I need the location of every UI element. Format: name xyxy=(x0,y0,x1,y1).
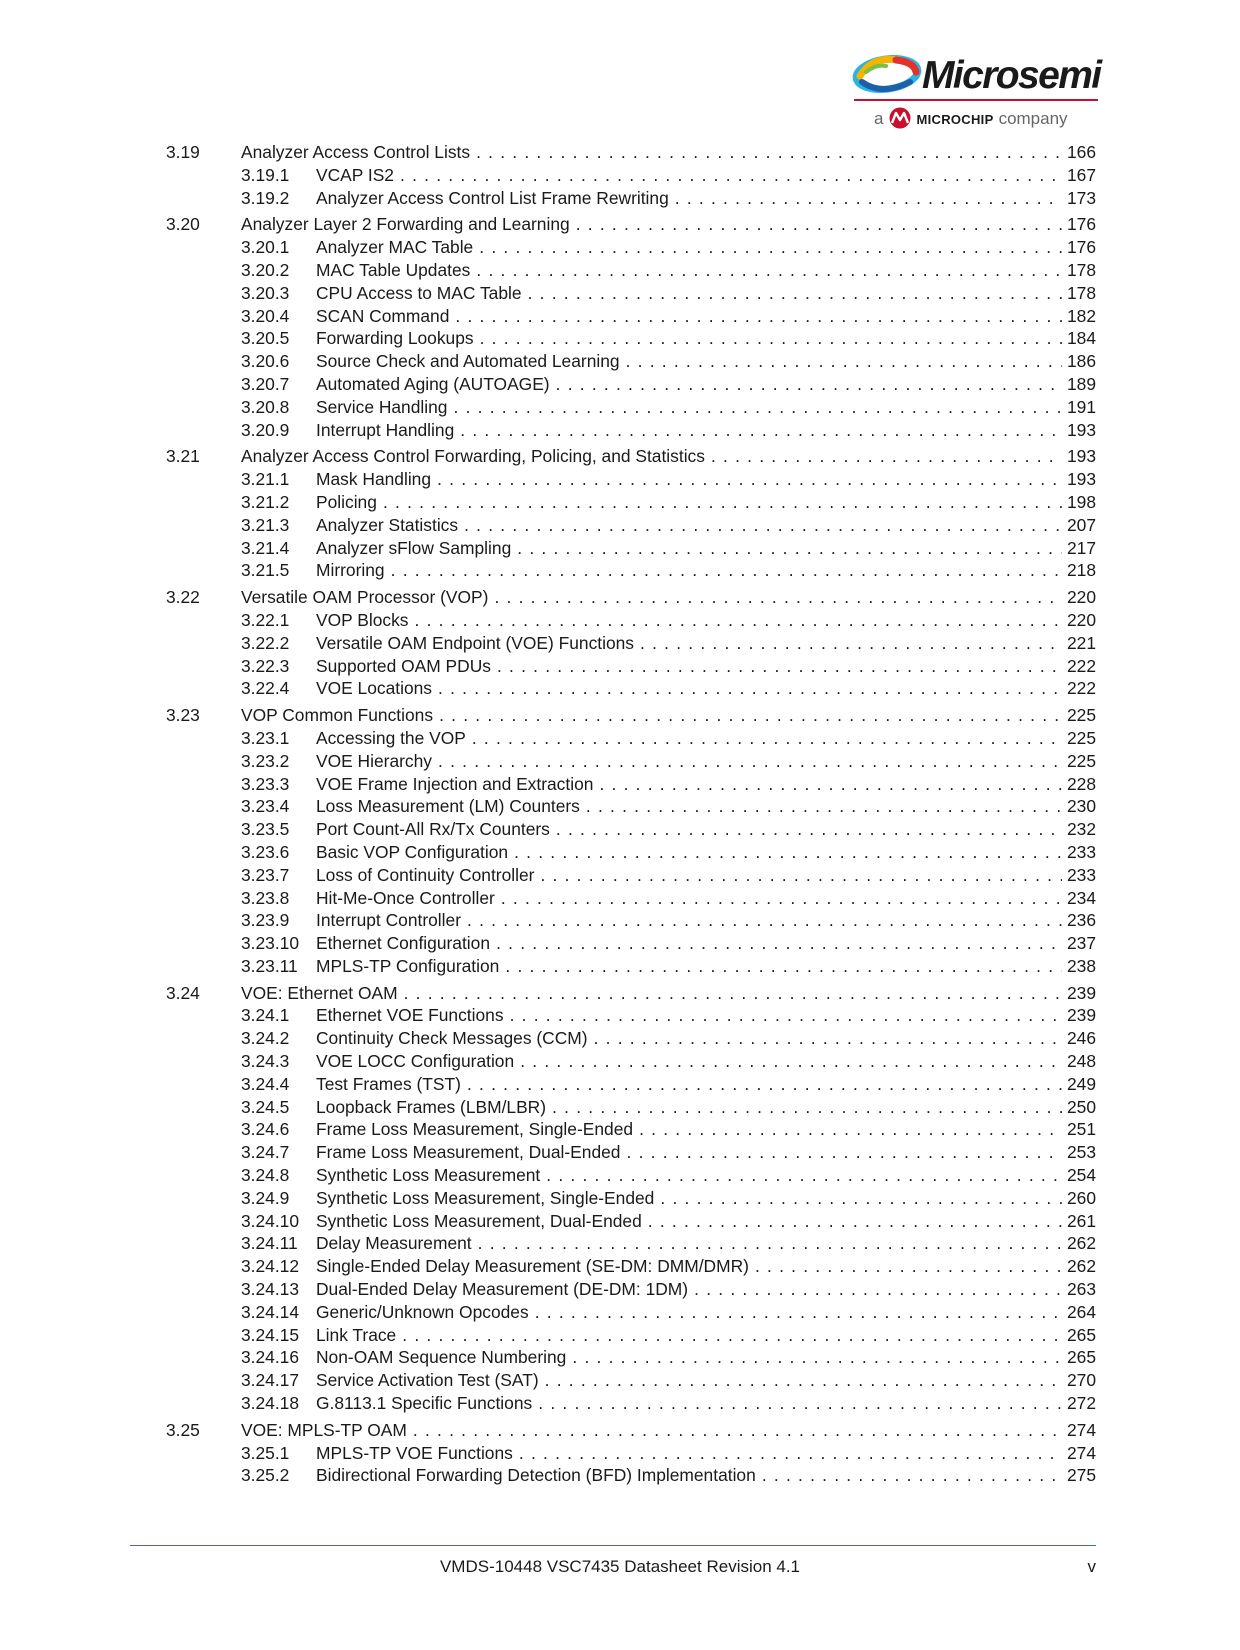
entry-number: 3.21.4 xyxy=(241,537,290,558)
entry-page-number: 220 xyxy=(1062,586,1096,609)
entry-page-number: 254 xyxy=(1062,1164,1096,1187)
toc-subentry[interactable] xyxy=(166,419,1096,442)
entry-title: Delay Measurement . . . xyxy=(316,1232,1096,1255)
entry-page-number: 198 xyxy=(1062,491,1096,514)
entry-number: 3.20.6 xyxy=(241,351,290,372)
toc-subentry[interactable] xyxy=(166,1118,1096,1141)
toc-subentry[interactable] xyxy=(166,164,1096,187)
entry-number: 3.21.1 xyxy=(241,469,290,490)
toc-section xyxy=(166,141,1096,209)
entry-page-number: 193 xyxy=(1062,468,1096,491)
toc-subentry[interactable] xyxy=(166,1187,1096,1210)
entry-page-number: 274 xyxy=(1062,1419,1096,1442)
microchip-tagline xyxy=(874,107,1068,129)
entry-number: 3.24.3 xyxy=(241,1051,290,1072)
entry-page-number: 225 xyxy=(1062,727,1096,750)
entry-number: 3.24.4 xyxy=(241,1073,290,1094)
entry-page-number: 230 xyxy=(1062,795,1096,818)
toc-subentry[interactable] xyxy=(166,1050,1096,1073)
entry-title: CPU Access to MAC Table . . . xyxy=(316,282,1096,305)
entry-number: 3.24.12 xyxy=(241,1256,300,1277)
entry-number: 3.24.15 xyxy=(241,1324,300,1345)
entry-title: Synthetic Loss Measurement, Dual-Ended . . . xyxy=(316,1210,1096,1233)
entry-page-number: 186 xyxy=(1062,350,1096,373)
entry-number: 3.25.2 xyxy=(241,1465,290,1486)
toc-subentry[interactable] xyxy=(166,1004,1096,1027)
toc-subentry[interactable] xyxy=(166,887,1096,910)
entry-page-number: 166 xyxy=(1062,141,1096,164)
toc-entry[interactable] xyxy=(166,1419,1096,1442)
entry-page-number: 270 xyxy=(1062,1369,1096,1392)
toc-subentry[interactable] xyxy=(166,373,1096,396)
toc-subentry[interactable] xyxy=(166,1346,1096,1369)
entry-page-number: 228 xyxy=(1062,773,1096,796)
tagline-suffix: company xyxy=(998,109,1068,128)
entry-page-number: 220 xyxy=(1062,609,1096,632)
entry-title: Generic/Unknown Opcodes . . . xyxy=(316,1301,1096,1324)
entry-title: Analyzer Access Control Forwarding, Policing, and Statistics . . . xyxy=(241,445,1096,468)
entry-page-number: 173 xyxy=(1062,187,1096,210)
entry-page-number: 265 xyxy=(1062,1346,1096,1369)
entry-page-number: 264 xyxy=(1062,1301,1096,1324)
entry-title: VOP Blocks . . . xyxy=(316,609,1096,632)
entry-number: 3.20.9 xyxy=(241,419,290,440)
entry-title: Basic VOP Configuration . . . xyxy=(316,841,1096,864)
entry-page-number: 222 xyxy=(1062,655,1096,678)
entry-number: 3.24.5 xyxy=(241,1096,290,1117)
toc-subentry[interactable] xyxy=(166,864,1096,887)
entry-number: 3.19.2 xyxy=(241,187,290,208)
entry-page-number: 232 xyxy=(1062,818,1096,841)
entry-number: 3.24.13 xyxy=(241,1279,300,1300)
toc-section xyxy=(166,704,1096,978)
entry-number: 3.20.2 xyxy=(241,259,290,280)
footer-document-title: VMDS-10448 VSC7435 Datasheet Revision 4.1 xyxy=(439,1557,801,1576)
entry-number: 3.24.2 xyxy=(241,1028,290,1049)
entry-number: 3.23.1 xyxy=(241,727,290,748)
toc-subentry[interactable] xyxy=(166,727,1096,750)
entry-number: 3.20.4 xyxy=(241,305,290,326)
entry-page-number: 274 xyxy=(1062,1442,1096,1465)
toc-subentry[interactable] xyxy=(166,468,1096,491)
entry-title: VOE Hierarchy . . . xyxy=(316,750,1096,773)
toc-subentry[interactable] xyxy=(166,1369,1096,1392)
entry-title: G.8113.1 Specific Functions . . . xyxy=(316,1392,1096,1415)
entry-number: 3.20.1 xyxy=(241,237,290,258)
entry-title: MPLS-TP VOE Functions . . . xyxy=(316,1442,1096,1465)
entry-number: 3.21 xyxy=(166,446,200,467)
entry-number: 3.23.9 xyxy=(241,910,290,931)
entry-title: Forwarding Lookups . . . xyxy=(316,327,1096,350)
entry-title: Link Trace . . . xyxy=(316,1324,1096,1347)
entry-title: VCAP IS2 . . . xyxy=(316,164,1096,187)
toc-section xyxy=(166,586,1096,700)
entry-page-number: 253 xyxy=(1062,1141,1096,1164)
toc-subentry[interactable] xyxy=(166,1324,1096,1347)
toc-entry[interactable] xyxy=(166,445,1096,468)
entry-page-number: 176 xyxy=(1062,236,1096,259)
entry-number: 3.24 xyxy=(166,982,200,1003)
entry-page-number: 189 xyxy=(1062,373,1096,396)
entry-title: Loss of Continuity Controller . . . xyxy=(316,864,1096,887)
entry-page-number: 248 xyxy=(1062,1050,1096,1073)
entry-number: 3.21.2 xyxy=(241,491,290,512)
footer-page-number: v xyxy=(1087,1557,1096,1576)
entry-title: VOE: Ethernet OAM . . . xyxy=(241,982,1096,1005)
entry-title: Versatile OAM Processor (VOP) . . . xyxy=(241,586,1096,609)
toc-subentry[interactable] xyxy=(166,1073,1096,1096)
entry-number: 3.20.3 xyxy=(241,282,290,303)
entry-page-number: 249 xyxy=(1062,1073,1096,1096)
entry-page-number: 263 xyxy=(1062,1278,1096,1301)
tagline-prefix: a xyxy=(874,109,884,128)
microchip-mark-icon xyxy=(887,107,913,129)
toc-subentry[interactable] xyxy=(166,1027,1096,1050)
toc-subentry[interactable] xyxy=(166,677,1096,700)
entry-page-number: 233 xyxy=(1062,841,1096,864)
entry-title: Hit-Me-Once Controller . . . xyxy=(316,887,1096,910)
entry-title: Policing . . . xyxy=(316,491,1096,514)
entry-number: 3.24.6 xyxy=(241,1119,290,1140)
entry-number: 3.24.18 xyxy=(241,1393,300,1414)
entry-page-number: 191 xyxy=(1062,396,1096,419)
entry-number: 3.23.4 xyxy=(241,796,290,817)
entry-title: Analyzer Access Control List Frame Rewriting . . . xyxy=(316,187,1096,210)
entry-title: VOE Frame Injection and Extraction . . . xyxy=(316,773,1096,796)
footer-divider xyxy=(130,1545,1096,1546)
entry-title: Mirroring . . . xyxy=(316,559,1096,582)
toc-subentry[interactable] xyxy=(166,1301,1096,1324)
entry-number: 3.22.2 xyxy=(241,632,290,653)
entry-title: Ethernet Configuration . . . xyxy=(316,932,1096,955)
toc-subentry[interactable] xyxy=(166,282,1096,305)
microchip-wordmark: MICROCHIP xyxy=(916,112,994,127)
entry-number: 3.24.10 xyxy=(241,1210,300,1231)
entry-number: 3.25.1 xyxy=(241,1442,290,1463)
entry-number: 3.24.14 xyxy=(241,1301,300,1322)
toc-subentry[interactable] xyxy=(166,909,1096,932)
entry-number: 3.23.3 xyxy=(241,773,290,794)
entry-title: VOE LOCC Configuration . . . xyxy=(316,1050,1096,1073)
toc-subentry[interactable] xyxy=(166,259,1096,282)
entry-number: 3.19 xyxy=(166,142,200,162)
entry-number: 3.24.8 xyxy=(241,1165,290,1186)
toc-subentry[interactable] xyxy=(166,609,1096,632)
toc-subentry[interactable] xyxy=(166,1278,1096,1301)
entry-number: 3.24.1 xyxy=(241,1005,290,1026)
entry-title: Interrupt Handling . . . xyxy=(316,419,1096,442)
toc-subentry[interactable] xyxy=(166,1232,1096,1255)
entry-page-number: 261 xyxy=(1062,1210,1096,1233)
entry-number: 3.23.7 xyxy=(241,864,290,885)
entry-page-number: 221 xyxy=(1062,632,1096,655)
entry-number: 3.23 xyxy=(166,705,200,726)
toc-entry[interactable] xyxy=(166,704,1096,727)
toc-subentry[interactable] xyxy=(166,1141,1096,1164)
entry-number: 3.24.17 xyxy=(241,1370,300,1391)
entry-title: Automated Aging (AUTOAGE) . . . xyxy=(316,373,1096,396)
toc-subentry[interactable] xyxy=(166,514,1096,537)
toc-section xyxy=(166,445,1096,582)
entry-number: 3.19.1 xyxy=(241,164,290,185)
entry-title: Mask Handling . . . xyxy=(316,468,1096,491)
entry-page-number: 275 xyxy=(1062,1464,1096,1487)
entry-number: 3.20.5 xyxy=(241,328,290,349)
entry-page-number: 234 xyxy=(1062,887,1096,910)
entry-page-number: 184 xyxy=(1062,327,1096,350)
entry-page-number: 250 xyxy=(1062,1096,1096,1119)
entry-page-number: 167 xyxy=(1062,164,1096,187)
entry-number: 3.21.5 xyxy=(241,560,290,581)
entry-page-number: 178 xyxy=(1062,282,1096,305)
toc-section xyxy=(166,213,1096,441)
toc-subentry[interactable] xyxy=(166,955,1096,978)
toc-entry[interactable] xyxy=(166,213,1096,236)
entry-title: VOP Common Functions . . . xyxy=(241,704,1096,727)
entry-title: Loss Measurement (LM) Counters . . . xyxy=(316,795,1096,818)
toc-subentry[interactable] xyxy=(166,537,1096,560)
entry-title: Supported OAM PDUs . . . xyxy=(316,655,1096,678)
entry-title: Analyzer Statistics . . . xyxy=(316,514,1096,537)
entry-title: Accessing the VOP . . . xyxy=(316,727,1096,750)
toc-subentry[interactable] xyxy=(166,1210,1096,1233)
entry-title: Bidirectional Forwarding Detection (BFD) Implementation . . . xyxy=(316,1464,1096,1487)
entry-page-number: 217 xyxy=(1062,537,1096,560)
toc-subentry[interactable] xyxy=(166,350,1096,373)
toc-subentry[interactable] xyxy=(166,750,1096,773)
entry-page-number: 237 xyxy=(1062,932,1096,955)
entry-title: Continuity Check Messages (CCM) . . . xyxy=(316,1027,1096,1050)
entry-title: Test Frames (TST) . . . xyxy=(316,1073,1096,1096)
toc-subentry[interactable] xyxy=(166,1096,1096,1119)
entry-page-number: 236 xyxy=(1062,909,1096,932)
entry-title: SCAN Command . . . xyxy=(316,305,1096,328)
toc-subentry[interactable] xyxy=(166,236,1096,259)
entry-number: 3.23.10 xyxy=(241,933,300,954)
entry-title: Analyzer Layer 2 Forwarding and Learning . . . xyxy=(241,213,1096,236)
entry-page-number: 262 xyxy=(1062,1255,1096,1278)
toc-subentry[interactable] xyxy=(166,773,1096,796)
entry-number: 3.24.16 xyxy=(241,1347,300,1368)
entry-title: VOE Locations . . . xyxy=(316,677,1096,700)
toc-subentry[interactable] xyxy=(166,327,1096,350)
toc-subentry[interactable] xyxy=(166,305,1096,328)
entry-page-number: 178 xyxy=(1062,259,1096,282)
entry-number: 3.23.8 xyxy=(241,887,290,908)
entry-title: Analyzer Access Control Lists . . . xyxy=(241,141,1096,164)
microsemi-logo xyxy=(852,50,1100,136)
entry-page-number: 246 xyxy=(1062,1027,1096,1050)
entry-number: 3.24.7 xyxy=(241,1142,290,1163)
toc-subentry[interactable] xyxy=(166,655,1096,678)
entry-title: Analyzer sFlow Sampling . . . xyxy=(316,537,1096,560)
toc-subentry[interactable] xyxy=(166,632,1096,655)
toc-subentry[interactable] xyxy=(166,491,1096,514)
toc-subentry[interactable] xyxy=(166,1392,1096,1415)
entry-page-number: 239 xyxy=(1062,982,1096,1005)
entry-page-number: 218 xyxy=(1062,559,1096,582)
entry-title: Service Activation Test (SAT) . . . xyxy=(316,1369,1096,1392)
entry-number: 3.23.5 xyxy=(241,819,290,840)
entry-title: Frame Loss Measurement, Dual-Ended . . . xyxy=(316,1141,1096,1164)
entry-page-number: 239 xyxy=(1062,1004,1096,1027)
toc-subentry[interactable] xyxy=(166,1255,1096,1278)
toc-subentry[interactable] xyxy=(166,396,1096,419)
entry-title: Synthetic Loss Measurement . . . xyxy=(316,1164,1096,1187)
entry-number: 3.22.1 xyxy=(241,609,290,630)
toc-subentry[interactable] xyxy=(166,841,1096,864)
logo-divider xyxy=(854,99,1098,101)
entry-title: Interrupt Controller . . . xyxy=(316,909,1096,932)
toc-subentry[interactable] xyxy=(166,1464,1096,1487)
entry-number: 3.24.11 xyxy=(241,1233,298,1254)
toc-subentry[interactable] xyxy=(166,818,1096,841)
entry-number: 3.20.8 xyxy=(241,396,290,417)
entry-page-number: 176 xyxy=(1062,213,1096,236)
entry-page-number: 225 xyxy=(1062,750,1096,773)
entry-page-number: 207 xyxy=(1062,514,1096,537)
entry-page-number: 262 xyxy=(1062,1232,1096,1255)
entry-page-number: 222 xyxy=(1062,677,1096,700)
entry-title: MAC Table Updates . . . xyxy=(316,259,1096,282)
microsemi-wordmark: Microsemi xyxy=(922,54,1101,97)
table-of-contents xyxy=(166,141,1096,1491)
toc-subentry[interactable] xyxy=(166,187,1096,210)
entry-number: 3.21.3 xyxy=(241,514,290,535)
entry-number: 3.22.3 xyxy=(241,655,290,676)
entry-page-number: 238 xyxy=(1062,955,1096,978)
toc-entry[interactable] xyxy=(166,141,1096,164)
toc-subentry[interactable] xyxy=(166,559,1096,582)
entry-number: 3.22 xyxy=(166,587,200,608)
entry-title: Ethernet VOE Functions . . . xyxy=(316,1004,1096,1027)
entry-title: Loopback Frames (LBM/LBR) . . . xyxy=(316,1096,1096,1119)
entry-page-number: 225 xyxy=(1062,704,1096,727)
entry-number: 3.24.9 xyxy=(241,1187,290,1208)
microsemi-swirl-icon xyxy=(852,52,922,96)
entry-title: Service Handling . . . xyxy=(316,396,1096,419)
entry-page-number: 182 xyxy=(1062,305,1096,328)
entry-number: 3.25 xyxy=(166,1419,200,1440)
entry-page-number: 193 xyxy=(1062,445,1096,468)
entry-page-number: 265 xyxy=(1062,1324,1096,1347)
entry-title: Dual-Ended Delay Measurement (DE-DM: 1DM) . . . xyxy=(316,1278,1096,1301)
toc-subentry[interactable] xyxy=(166,1442,1096,1465)
entry-page-number: 193 xyxy=(1062,419,1096,442)
entry-title: Port Count-All Rx/Tx Counters . . . xyxy=(316,818,1096,841)
entry-number: 3.20.7 xyxy=(241,373,290,394)
toc-entry[interactable] xyxy=(166,982,1096,1005)
entry-title: Source Check and Automated Learning . . . xyxy=(316,350,1096,373)
toc-subentry[interactable] xyxy=(166,1164,1096,1187)
entry-title: Analyzer MAC Table . . . xyxy=(316,236,1096,259)
entry-number: 3.22.4 xyxy=(241,678,290,699)
entry-title: MPLS-TP Configuration . . . xyxy=(316,955,1096,978)
entry-page-number: 251 xyxy=(1062,1118,1096,1141)
entry-title: Single-Ended Delay Measurement (SE-DM: DMM/DMR) . . . xyxy=(316,1255,1096,1278)
entry-title: Synthetic Loss Measurement, Single-Ended . . . xyxy=(316,1187,1096,1210)
toc-section xyxy=(166,982,1096,1415)
toc-subentry[interactable] xyxy=(166,932,1096,955)
entry-page-number: 260 xyxy=(1062,1187,1096,1210)
entry-title: Versatile OAM Endpoint (VOE) Functions . . . xyxy=(316,632,1096,655)
entry-number: 3.23.2 xyxy=(241,750,290,771)
entry-page-number: 233 xyxy=(1062,864,1096,887)
entry-page-number: 272 xyxy=(1062,1392,1096,1415)
toc-section xyxy=(166,1419,1096,1487)
entry-number: 3.23.11 xyxy=(241,955,298,976)
entry-number: 3.20 xyxy=(166,214,200,235)
entry-number: 3.23.6 xyxy=(241,841,290,862)
entry-title: VOE: MPLS-TP OAM . . . xyxy=(241,1419,1096,1442)
entry-title: Frame Loss Measurement, Single-Ended . . . xyxy=(316,1118,1096,1141)
toc-subentry[interactable] xyxy=(166,795,1096,818)
entry-title: Non-OAM Sequence Numbering . . . xyxy=(316,1346,1096,1369)
toc-entry[interactable] xyxy=(166,586,1096,609)
